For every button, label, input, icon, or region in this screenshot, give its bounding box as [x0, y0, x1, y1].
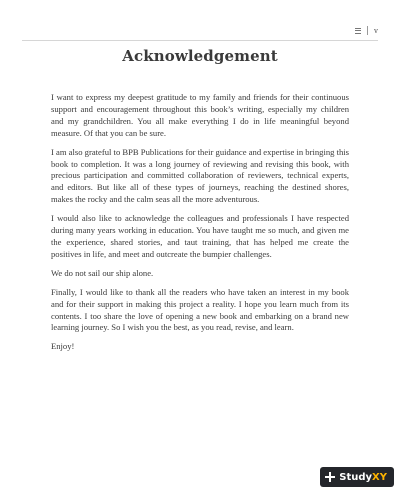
- watermark-brand-main: Study: [339, 471, 373, 483]
- paragraph: Enjoy!: [51, 341, 75, 352]
- paragraph: I am also grateful to BPB Publications for their guidance and expertise in bringing this book to completion. It was a long journey of reviewing and revising this book, with precious participation and committed collaboration of reviewers, technical experts, and editors. But like all of these types of journeys, reaching the destined shores, makes the rocky and the calm seas all the more adventurous.: [51, 146, 349, 205]
- page-number: v: [374, 26, 378, 35]
- paragraph: Finally, I would like to thank all the readers who have taken an interest in my book and for their support in making this project a reality. I hope you learn much from its contents. I too share the love of opening a new book and embarking on a brand new learning journey. So I wish you the best, as you read, revise, and learn.: [51, 286, 349, 333]
- header-separator: [367, 26, 368, 35]
- watermark-brand: [339, 472, 387, 483]
- paragraph: I would also like to acknowledge the colleagues and professionals I have respected during many years working in education. You have taught me so much, and given me the experience, shared stories, and taut training, that has helped me create the positives in life, and meet and outcreate the bumpier challenges.: [51, 213, 349, 259]
- page-title: Acknowledgement: [122, 47, 278, 65]
- plus-icon: [325, 472, 335, 482]
- paragraph: We do not sail our ship alone.: [51, 267, 154, 278]
- watermark-brand-accent: XY: [372, 471, 387, 483]
- studyxy-watermark: [320, 467, 394, 487]
- menu-lines-icon: [355, 28, 361, 34]
- page-number-marker: [355, 26, 378, 35]
- paragraph: I want to express my deepest gratitude to my family and friends for their continuous support and encouragement throughout this book’s writing, especially my children and my grandchildren. You all make everything I do in life meaningful beyond measure. Of that you can be sure.: [51, 92, 349, 138]
- acknowledgement-body: [51, 92, 349, 360]
- page-header: [22, 0, 378, 41]
